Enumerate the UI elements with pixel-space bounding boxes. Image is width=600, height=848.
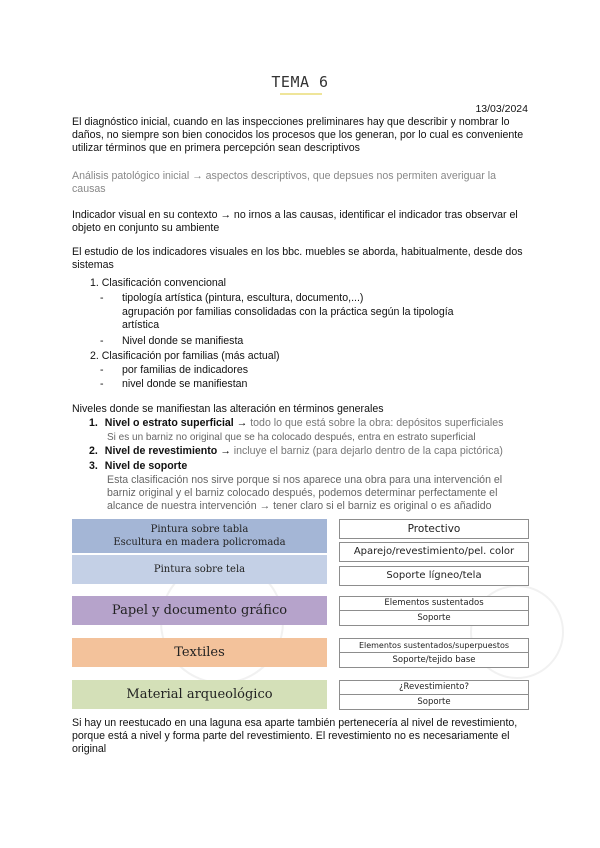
- list-item: - nivel donde se manifiestan: [100, 378, 248, 390]
- closing-paragraph: Si hay un reestucado en una laguna esa aparte también pertenecería al nivel de revestimiento, porque está a nivel y forma parte del revestimiento. El revestimiento no es necesariamente el original: [72, 717, 518, 755]
- levels-textiles: Elementos sustentados/superpuestos Soporte/tejido base: [339, 638, 529, 668]
- category-textiles: Textiles: [72, 638, 327, 667]
- system-1-label: 1. Clasificación convencional: [90, 277, 227, 289]
- study-paragraph: El estudio de los indicadores visuales en los bbc. muebles se aborda, habitualmente, desde dos sistemas: [72, 246, 523, 271]
- category-arqueologico: Material arqueológico: [72, 680, 327, 709]
- list-item: agrupación por familias consolidadas con la práctica según la tipología artística: [122, 306, 454, 331]
- level-1: 1. Nivel o estrato superficial → todo lo que está sobre la obra: depósitos superficiales: [89, 417, 504, 429]
- indicator-paragraph: Indicador visual en su contexto → no irnos a las causas, identificar el indicador tras observar el objeto en conjunto su ambiente: [72, 209, 518, 234]
- level-protectivo: Protectivo: [339, 519, 529, 539]
- levels-papel: Elementos sustentados Soporte: [339, 596, 529, 626]
- title-highlight: [280, 93, 322, 95]
- analysis-note: Análisis patológico inicial → aspectos descriptivos, que depsues nos permiten averiguar la causas: [72, 170, 496, 195]
- category-tabla: Pintura sobre tabla Escultura en madera policromada: [72, 519, 327, 553]
- page-title: TEMA 6: [271, 73, 329, 91]
- date: 13/03/2024: [475, 103, 528, 115]
- system-2-label: 2. Clasificación por familias (más actual): [90, 350, 280, 362]
- category-papel: Papel y documento gráfico: [72, 596, 327, 625]
- level-3: 3. Nivel de soporte: [89, 460, 188, 472]
- levels-intro: Niveles donde se manifiestan las alteración en términos generales: [72, 403, 384, 415]
- list-item: - tipología artística (pintura, escultura, documento,...): [100, 292, 364, 304]
- list-item: - por familias de indicadores: [100, 364, 249, 376]
- category-tela: Pintura sobre tela: [72, 555, 327, 584]
- level-aparejo: Aparejo/revestimiento/pel. color: [339, 542, 529, 562]
- list-item: - Nivel donde se manifiesta: [100, 335, 244, 347]
- level-2: 2. Nivel de revestimiento → incluye el barniz (para dejarlo dentro de la capa pictórica): [89, 445, 503, 457]
- levels-arqueologico: ¿Revestimiento? Soporte: [339, 680, 529, 710]
- level-3-note: Esta clasificación nos sirve porque si nos aparece una obra para una intervención el barniz original y el barniz colocado después, podemos determinar perfectamente el alcance de nuestra intervención → tener claro si el barniz es original o es añadido: [107, 474, 503, 512]
- intro-paragraph: El diagnóstico inicial, cuando en las inspecciones preliminares hay que describir y nombrar lo daños, no siempre son bien conocidos los procesos que los generan, por lo cual es conveniente utilizar términos que en primera percepción sean descriptivos: [72, 116, 524, 154]
- level-soporte-ligneo: Soporte lígneo/tela: [339, 566, 529, 586]
- level-1-note: Si es un barniz no original que se ha colocado después, entra en estrato superficial: [107, 432, 476, 443]
